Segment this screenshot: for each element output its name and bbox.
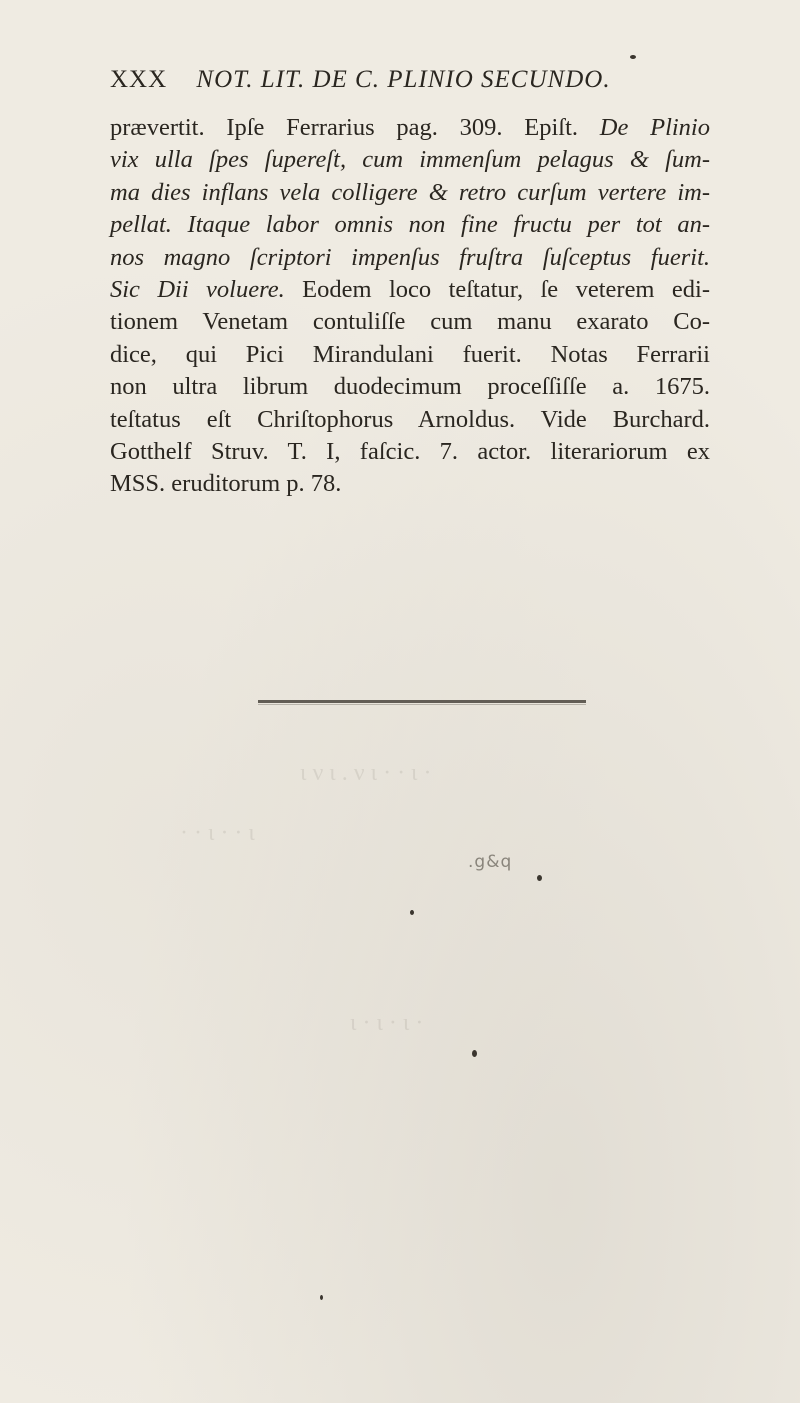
ink-speck [410, 910, 414, 915]
text-run: Gotthelf Struv. T. I, faſcic. 7. actor. literariorum ex [110, 438, 710, 466]
text-line [110, 177, 710, 209]
italic-text-run: vix ulla ſpes ſupereſt, cum immenſum pelagus & ſum- [110, 146, 710, 174]
italic-text-run: nos magno ſcriptori impenſus fruſtra ſuſceptus fuerit. [110, 243, 710, 271]
text-line [110, 339, 710, 371]
bleed-through-text: · · ι · · ι [180, 820, 255, 846]
text-line [110, 112, 710, 144]
text-line [110, 404, 710, 436]
text-run: prævertit. Ipſe Ferrarius pag. 309. Epiſt. [110, 114, 600, 141]
italic-text-run: ma dies inflans vela colligere & retro curſum vertere im- [110, 178, 710, 206]
ink-speck [320, 1295, 323, 1300]
running-header [110, 66, 730, 94]
ink-speck [630, 55, 636, 59]
text-line [110, 306, 710, 338]
text-line [110, 274, 710, 306]
horizontal-rule [258, 700, 586, 703]
text-line [110, 371, 710, 403]
running-title: NOT. LIT. DE C. PLINIO SECUNDO. [196, 66, 611, 93]
ink-speck [472, 1050, 477, 1057]
text-run: Eodem loco teſtatur, ſe veterem edi- [284, 276, 710, 304]
library-stamp: .g&q [468, 852, 513, 872]
bleed-through-text: ι ν ι . ν ι · · ι · [300, 760, 432, 786]
text-line [110, 144, 710, 176]
body-paragraph [110, 112, 710, 501]
italic-text-run: pellat. Itaque labor omnis non fine fructu per tot an- [110, 211, 710, 239]
text-run: dice, qui Pici Mirandulani fuerit. Notas Ferrarii [110, 340, 710, 368]
text-run: non ultra librum duodecimum proceſſiſſe a. 1675. [110, 373, 710, 401]
bleed-through-text: ι · ι · ι · [350, 1010, 424, 1036]
text-line [110, 436, 710, 468]
page-number: XXX [110, 66, 168, 93]
text-line [110, 209, 710, 241]
italic-text-run: De Plinio [599, 114, 710, 141]
text-run: tionem Venetam contuliſſe cum manu exarato Co- [110, 308, 710, 336]
text-run: MSS. eruditorum p. 78. [110, 470, 342, 498]
text-line [110, 468, 710, 500]
italic-text-run: Sic Dii voluere. [110, 276, 285, 304]
horizontal-rule-shadow [258, 704, 586, 705]
ink-speck [537, 875, 542, 881]
text-line [110, 242, 710, 274]
text-run: teſtatus eſt Chriſtophorus Arnoldus. Vide Burchard. [110, 405, 710, 433]
